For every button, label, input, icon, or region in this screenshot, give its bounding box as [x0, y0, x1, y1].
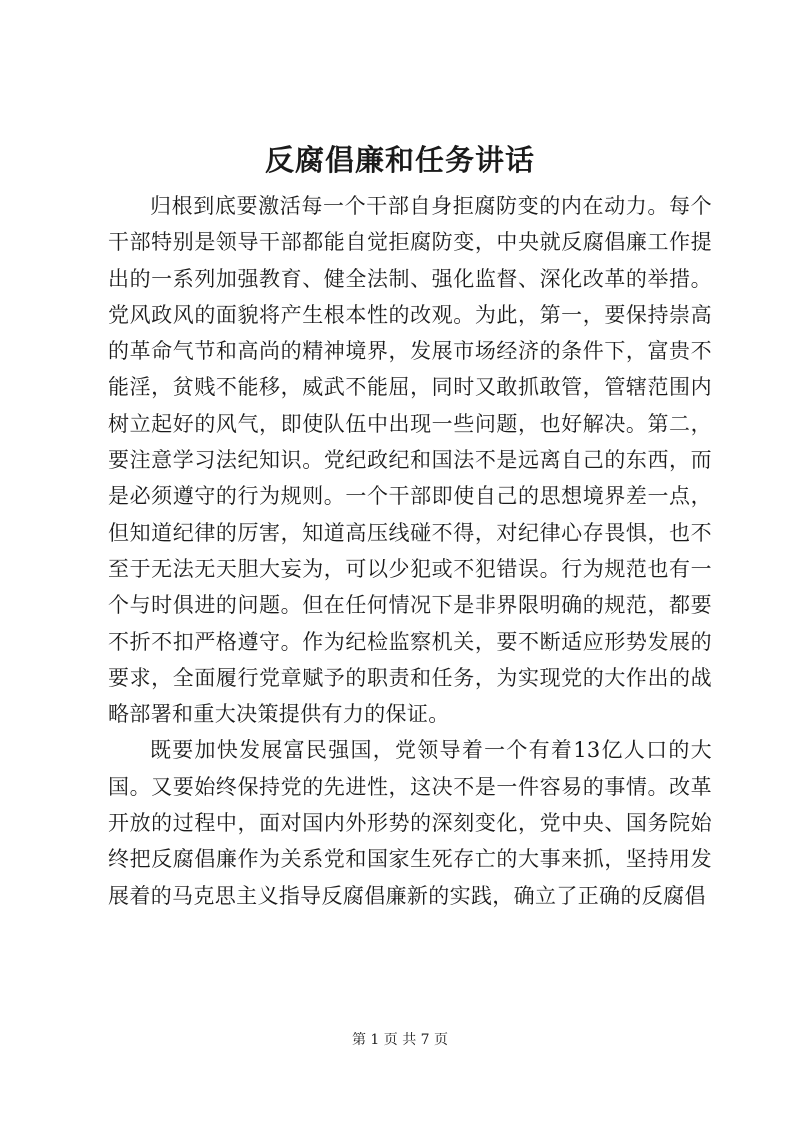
- document-title: 反腐倡廉和任务讲话: [264, 143, 535, 177]
- paragraph-1: 归根到底要激活每一个干部自身拒腐防变的内在动力。每个干部特别是领导干部都能自觉拒腐防变，中央就反腐倡廉工作提出的一系列加强教育、健全法制、强化监督、深化改革的举措。党风政风的面貌将产生根本性的改观。为此，第一，要保持崇高的革命气节和高尚的精神境界，发展市场经济的条件下，富贵不能淫，贫贱不能移，威武不能屈，同时又敢抓敢管，管辖范围内树立起好的风气，即使队伍中出现一些问题，也好解决。第二，要注意学习法纪知识。党纪政纪和国法不是远离自己的东西，而是必须遵守的行为规则。一个干部即使自己的思想境界差一点，但知道纪律的厉害，知道高压线碰不得，对纪律心存畏惧，也不至于无法无天胆大妄为，可以少犯或不犯错误。行为规范也有一个与时俱进的问题。但在任何情况下是非界限明确的规范，都要不折不扣严格遵守。作为纪检监察机关，要不断适应形势发展的要求，全面履行党章赋予的职责和任务，为实现党的大作出的战略部署和重大决策提供有力的保证。: [108, 194, 712, 727]
- document-body: [108, 188, 712, 914]
- paragraph-2: 既要加快发展富民强国，党领导着一个有着13亿人口的大国。又要始终保持党的先进性，这决不是一件容易的事情。改革开放的过程中，面对国内外形势的深刻变化，党中央、国务院始终把反腐倡廉作为关系党和国家生死存亡的大事来抓，坚持用发展着的马克思主义指导反腐倡廉新的实践，确立了正确的反腐倡: [108, 738, 712, 908]
- page-footer: 第 1 页 共 7 页: [351, 1032, 449, 1048]
